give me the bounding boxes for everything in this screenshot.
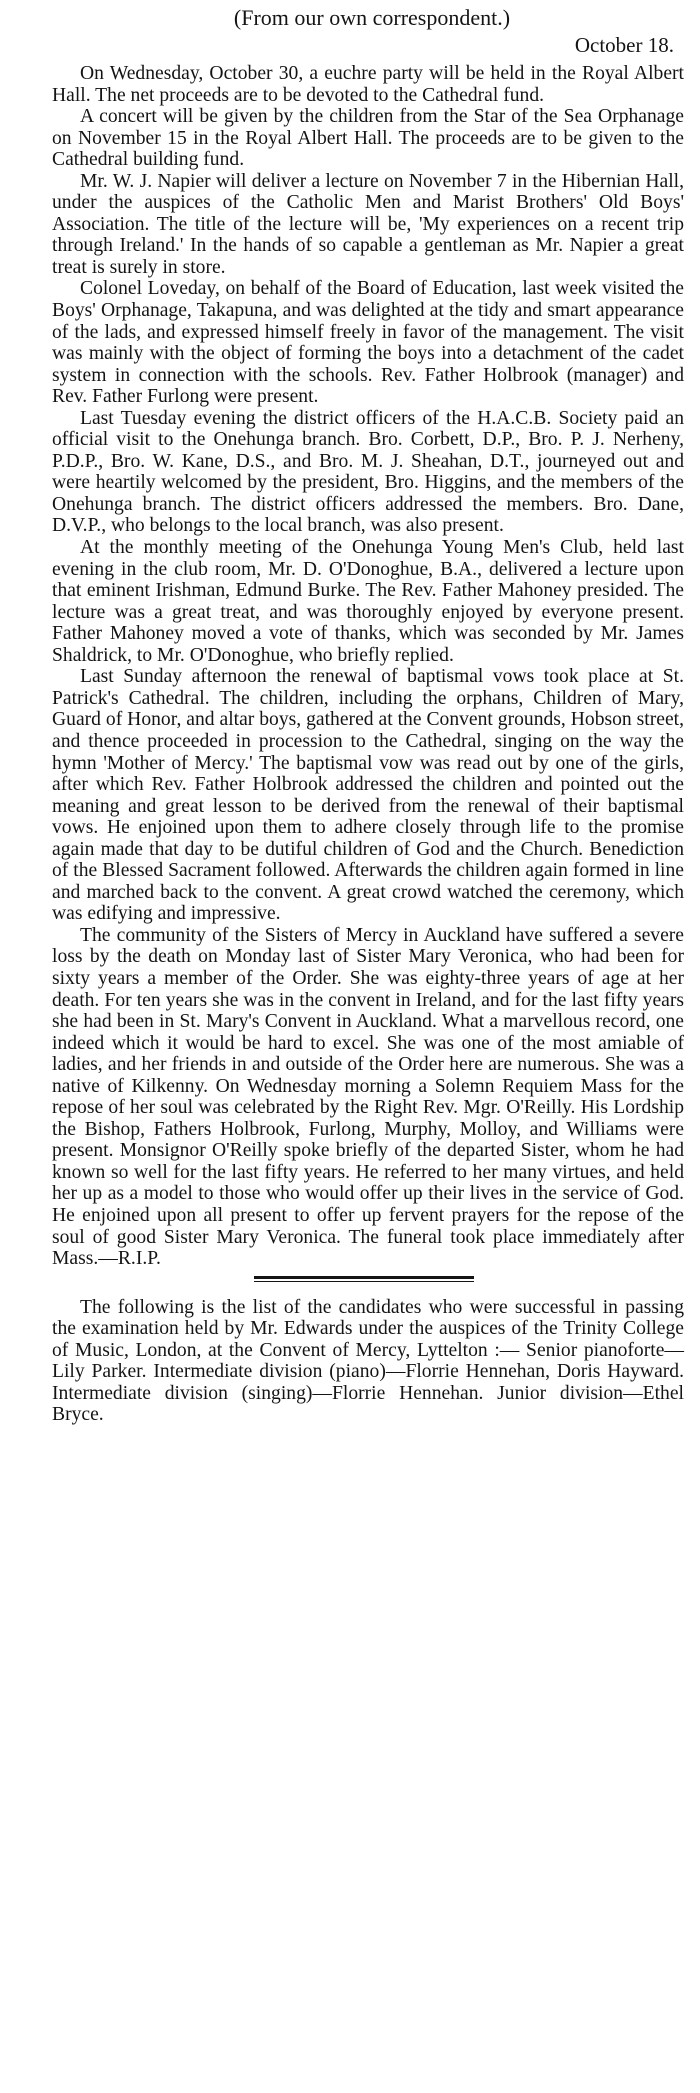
paragraph-napier-lecture: Mr. W. J. Napier will deliver a lecture on November 7 in the Hibernian Hall, under the auspices of the Catholic Men and Marist Brothers' Old Boys' Association. The title of the lecture will be, 'My experiences on a recent trip through Ireland.' In the hands of so capable a gentleman as Mr. Napier a great treat is surely in store. [52,170,684,278]
paragraph-orphanage-concert: A concert will be given by the children from the Star of the Sea Orphanage on November 15 in the Royal Albert Hall. The proceeds are to be given to the Cathedral building fund. [52,106,684,171]
paragraph-baptismal-vows: Last Sunday afternoon the renewal of baptismal vows took place at St. Patrick's Cathedral. The children, including the orphans, Children of Mary, Guard of Honor, and altar boys, gathered at the Convent grounds, Hobson street, and thence proceeded in procession to the Cathedral, singing on the way the hymn 'Mother of Mercy.' The baptismal vow was read out by one of the girls, after which Rev. Father Holbrook addressed the children and pointed out the meaning and great lesson to be derived from the renewal of their baptismal vows. He enjoined upon them to adhere closely through life to the promise again made that day to be dutiful children of God and the Church. Benediction of the Blessed Sacrament followed. Afterwards the children again formed in line and marched back to the convent. A great crowd watched the ceremony, which was edifying and impressive. [52,666,684,925]
dateline: October 18. [574,33,674,57]
paragraph-young-mens-club: At the monthly meeting of the Onehunga Young Men's Club, held last evening in the club room, Mr. D. O'Donoghue, B.A., delivered a lecture upon that eminent Irishman, Edmund Burke. The Rev. Father Mahoney presided. The lecture was a great treat, and was thoroughly enjoyed by everyone present. Father Mahoney moved a vote of thanks, which was seconded by Mr. James Shaldrick, to Mr. O'Donoghue, who briefly replied. [52,537,684,666]
section-divider [254,1276,474,1282]
paragraph-hacb-visit: Last Tuesday evening the district officers of the H.A.C.B. Society paid an official visit to the Onehunga branch. Bro. Corbett, D.P., Bro. P. J. Nerheny, P.D.P., Bro. W. Kane, D.S., and Bro. M. J. Sheahan, D.T., journeyed out and were heartily welcomed by the president, Bro. Higgins, and the members of the Onehunga branch. The district officers addressed the members. Bro. Dane, D.V.P., who belongs to the local branch, was also present. [52,407,684,537]
paragraph-loveday-visit: Colonel Loveday, on behalf of the Board of Education, last week visited the Boys' Orphanage, Takapuna, and was delighted at the tidy and smart appearance of the lads, and expressed himself freely in favor of the management. The visit was mainly with the object of forming the boys into a detachment of the cadet system in connection with the schools. Rev. Father Holbrook (manager) and Rev. Father Furlong were present. [52,278,684,408]
paragraph-euchre-party: On Wednesday, October 30, a euchre party will be held in the Royal Albert Hall. The net proceeds are to be devoted to the Cathedral fund. [52,63,684,106]
column-heading: (From our own correspondent.) [233,5,511,30]
paragraph-exam-results: The following is the list of the candidates who were successful in passing the examination held by Mr. Edwards under the auspices of the Trinity College of Music, London, at the Convent of Mercy, Lyttelton :— Senior pianoforte—Lily Parker. Intermediate division (piano)—Florrie Hennehan, Doris Hayward. Intermediate division (singing)—Florrie Hennehan. Junior division—Ethel Bryce. [52,1296,684,1426]
paragraph-sister-veronica-obituary: The community of the Sisters of Mercy in Auckland have suffered a severe loss by the death on Monday last of Sister Mary Veronica, who had been for sixty years a member of the Order. She was eighty-three years of age at her death. For ten years she was in the convent in Ireland, and for the last fifty years she had been in St. Mary's Convent in Auckland. What a marvellous record, one indeed which it would be hard to excel. She was one of the most amiable of ladies, and her friends in and outside of the Order here are numerous. She was a native of Kilkenny. On Wednesday morning a Solemn Requiem Mass for the repose of her soul was celebrated by the Right Rev. Mgr. O'Reilly. His Lordship the Bishop, Fathers Holbrook, Furlong, Murphy, Molloy, and Williams were present. Monsignor O'Reilly spoke briefly of the departed Sister, whom he had known so well for the last fifty years. He referred to her many virtues, and held her up as a model to those who would offer up their lives in the service of God. He enjoined upon all present to offer up fervent prayers for the repose of the soul of good Sister Mary Veronica. The funeral took place immediately after Mass.—R.I.P. [52,924,684,1270]
